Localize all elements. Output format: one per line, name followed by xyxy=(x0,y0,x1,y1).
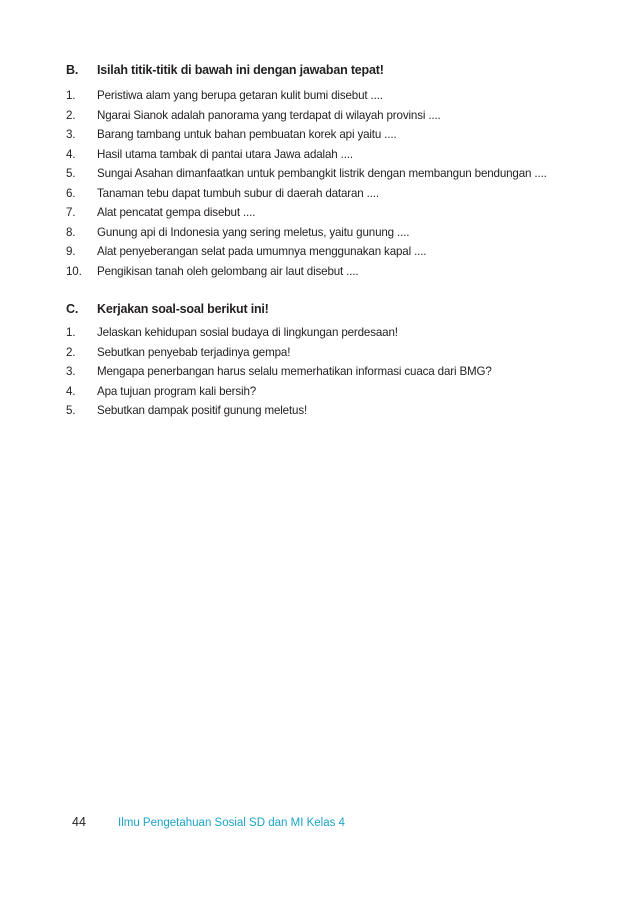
question-text: Jelaskan kehidupan sosial budaya di lingkungan perdesaan! xyxy=(97,326,398,339)
question-number: 2. xyxy=(66,345,76,359)
question-number: 7. xyxy=(66,206,76,219)
question-text: Tanaman tebu dapat tumbuh subur di daerah dataran .... xyxy=(97,186,379,200)
question-text: Sebutkan dampak positif gunung meletus! xyxy=(97,404,308,417)
section-b-letter: B. xyxy=(66,63,79,77)
question-item xyxy=(66,167,566,187)
question-item xyxy=(66,226,566,246)
question-number: 10. xyxy=(66,264,82,278)
section-b-heading xyxy=(66,63,566,83)
question-number: 6. xyxy=(66,186,76,200)
question-item xyxy=(66,187,566,207)
question-text: Mengapa penerbangan harus selalu memerhatikan informasi cuaca dari BMG? xyxy=(97,365,492,378)
question-text: Gunung api di Indonesia yang sering meletus, yaitu gunung .... xyxy=(97,225,410,239)
question-text: Hasil utama tambak di pantai utara Jawa adalah .... xyxy=(97,147,353,161)
section-c-title: Kerjakan soal-soal berikut ini! xyxy=(97,302,269,316)
question-text: Alat pencatat gempa disebut .... xyxy=(97,206,256,219)
question-number: 5. xyxy=(66,167,76,180)
question-item xyxy=(66,346,566,366)
section-b xyxy=(66,63,566,284)
question-text: Apa tujuan program kali bersih? xyxy=(97,384,257,398)
section-c-heading xyxy=(66,302,566,322)
question-item xyxy=(66,385,566,405)
question-text: Alat penyeberangan selat pada umumnya menggunakan kapal .... xyxy=(97,245,427,258)
question-text: Sebutkan penyebab terjadinya gempa! xyxy=(97,345,291,359)
question-item xyxy=(66,206,566,226)
question-item xyxy=(66,326,566,346)
section-c xyxy=(66,302,566,424)
section-b-title: Isilah titik-titik di bawah ini dengan jawaban tepat! xyxy=(97,63,384,77)
question-number: 3. xyxy=(66,128,76,141)
question-number: 8. xyxy=(66,225,76,239)
question-number: 5. xyxy=(66,404,76,417)
question-item xyxy=(66,109,566,129)
question-item xyxy=(66,265,566,285)
question-text: Pengikisan tanah oleh gelombang air laut disebut .... xyxy=(97,264,359,278)
page-number: 44 xyxy=(72,815,86,829)
section-b-question-list xyxy=(66,89,566,284)
section-c-letter: C. xyxy=(66,302,79,316)
question-number: 9. xyxy=(66,245,76,258)
question-item xyxy=(66,404,566,424)
question-number: 4. xyxy=(66,384,76,398)
question-text: Peristiwa alam yang berupa getaran kulit bumi disebut .... xyxy=(97,89,383,102)
question-number: 4. xyxy=(66,147,76,161)
section-c-question-list xyxy=(66,326,566,424)
question-number: 3. xyxy=(66,365,76,378)
question-text: Barang tambang untuk bahan pembuatan korek api yaitu .... xyxy=(97,128,397,141)
question-item xyxy=(66,89,566,109)
question-number: 1. xyxy=(66,89,76,102)
question-number: 2. xyxy=(66,108,76,122)
book-title: Ilmu Pengetahuan Sosial SD dan MI Kelas 4 xyxy=(118,817,345,829)
question-text: Sungai Asahan dimanfaatkan untuk pembangkit listrik dengan membangun bendungan .... xyxy=(97,167,547,180)
question-item xyxy=(66,365,566,385)
question-item xyxy=(66,128,566,148)
question-item xyxy=(66,148,566,168)
question-text: Ngarai Sianok adalah panorama yang terdapat di wilayah provinsi .... xyxy=(97,108,441,122)
page-footer xyxy=(72,815,345,829)
question-number: 1. xyxy=(66,326,76,339)
question-item xyxy=(66,245,566,265)
